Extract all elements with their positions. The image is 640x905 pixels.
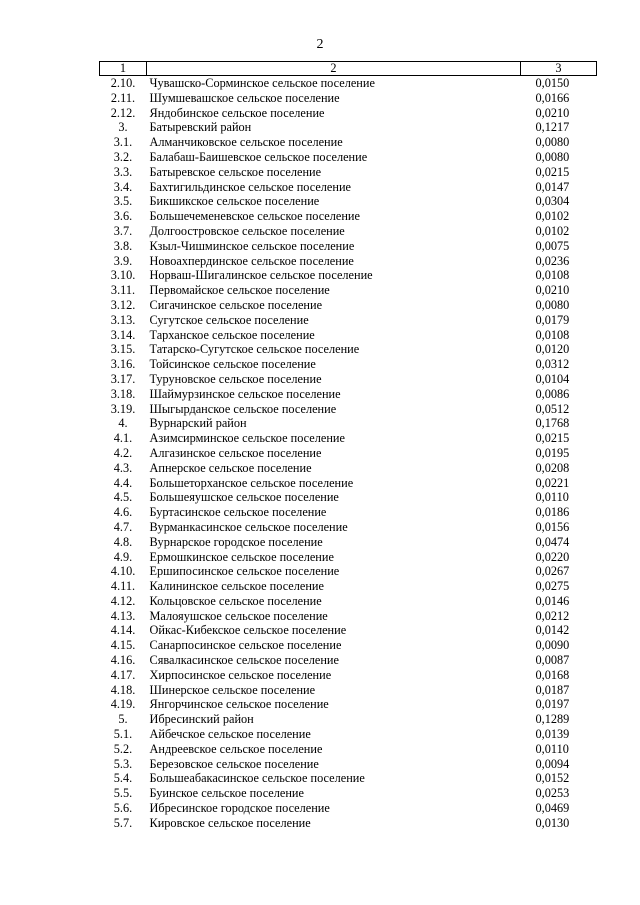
row-value: 0,0108 xyxy=(535,268,570,283)
table-row xyxy=(100,742,597,757)
row-number: 2.10. xyxy=(110,76,136,90)
table-row xyxy=(100,594,597,609)
row-number: 3.12. xyxy=(110,297,136,312)
row-name: Малояушское сельское поселение xyxy=(149,608,328,623)
row-number: 3.9. xyxy=(113,253,133,268)
row-number: 4.19. xyxy=(110,697,136,712)
row-name: Хирпосинское сельское поселение xyxy=(149,667,332,682)
row-name: Батыревский район xyxy=(149,120,252,135)
row-name: Ибресинский район xyxy=(149,712,254,727)
row-name: Чувашско-Сорминское сельское поселение xyxy=(149,76,375,90)
table-row xyxy=(100,328,597,343)
row-value: 0,0156 xyxy=(535,519,570,534)
row-name: Тарханское сельское поселение xyxy=(149,327,315,342)
coefficients-table xyxy=(99,61,597,831)
row-value: 0,1768 xyxy=(535,416,570,431)
row-name: Березовское сельское поселение xyxy=(149,756,319,771)
row-number: 2.11. xyxy=(110,90,136,105)
table-row xyxy=(100,283,597,298)
row-name: Первомайское сельское поселение xyxy=(149,283,330,298)
row-number: 4.12. xyxy=(110,593,136,608)
table-row xyxy=(100,298,597,313)
row-name: Туруновское сельское поселение xyxy=(149,371,322,386)
table-row xyxy=(100,550,597,565)
table-row xyxy=(100,416,597,431)
row-value: 0,0187 xyxy=(535,682,570,697)
row-value: 0,0168 xyxy=(535,667,570,682)
row-value: 0,0102 xyxy=(535,223,570,238)
row-number: 4.8. xyxy=(113,534,133,549)
row-value: 0,0267 xyxy=(535,564,570,579)
row-name: Айбечское сельское поселение xyxy=(149,727,311,742)
row-name: Балабаш-Баишевское сельское поселение xyxy=(149,149,368,164)
table-row xyxy=(100,653,597,668)
row-value: 0,0304 xyxy=(535,194,570,209)
table-row xyxy=(100,268,597,283)
table-row xyxy=(100,505,597,520)
table-row xyxy=(100,402,597,417)
header-col-value: 3 xyxy=(521,62,597,76)
row-value: 0,0253 xyxy=(535,786,570,801)
table-row xyxy=(100,683,597,698)
row-number: 5. xyxy=(118,712,128,727)
row-name: Шинерское сельское поселение xyxy=(149,682,316,697)
row-name: Апнерское сельское поселение xyxy=(149,460,312,475)
table-row xyxy=(100,76,597,91)
row-value: 0,0512 xyxy=(535,401,570,416)
table-row xyxy=(100,727,597,742)
row-value: 0,0094 xyxy=(535,756,570,771)
table-row xyxy=(100,431,597,446)
header-row xyxy=(100,62,597,76)
row-number: 3.1. xyxy=(113,135,133,150)
row-number: 3.5. xyxy=(113,194,133,209)
row-value: 0,0102 xyxy=(535,209,570,224)
row-name: Ермошкинское сельское поселение xyxy=(149,549,334,564)
table-row xyxy=(100,816,597,831)
row-value: 0,0147 xyxy=(535,179,570,194)
row-value: 0,0210 xyxy=(535,105,570,120)
table-row xyxy=(100,446,597,461)
row-number: 5.5. xyxy=(113,786,133,801)
table-row xyxy=(100,357,597,372)
row-name: Андреевское сельское поселение xyxy=(149,741,323,756)
row-name: Яндобинское сельское поселение xyxy=(149,105,325,120)
row-value: 0,0208 xyxy=(535,460,570,475)
row-number: 3.2. xyxy=(113,149,133,164)
row-value: 0,0139 xyxy=(535,727,570,742)
row-number: 5.4. xyxy=(113,771,133,786)
table-row xyxy=(100,520,597,535)
row-number: 2.12. xyxy=(110,105,136,120)
row-number: 4.10. xyxy=(110,564,136,579)
table-row xyxy=(100,387,597,402)
row-number: 3.4. xyxy=(113,179,133,194)
table-row xyxy=(100,801,597,816)
row-name: Большечеменевское сельское поселение xyxy=(149,209,360,224)
table-row xyxy=(100,342,597,357)
table-row xyxy=(100,254,597,269)
table-row xyxy=(100,579,597,594)
row-name: Тойсинское сельское поселение xyxy=(149,357,316,372)
table-row xyxy=(100,91,597,106)
row-number: 4.2. xyxy=(113,445,133,460)
table-row xyxy=(100,535,597,550)
row-value: 0,0150 xyxy=(535,76,570,90)
row-number: 4.4. xyxy=(113,475,133,490)
table-row xyxy=(100,757,597,772)
row-name: Норваш-Шигалинское сельское поселение xyxy=(149,268,373,283)
row-name: Ойкас-Кибекское сельское поселение xyxy=(149,623,347,638)
row-number: 4.1. xyxy=(113,431,133,446)
table-row xyxy=(100,194,597,209)
row-value: 0,1217 xyxy=(535,120,570,135)
row-value: 0,0110 xyxy=(535,490,569,505)
row-number: 5.3. xyxy=(113,756,133,771)
row-number: 4.3. xyxy=(113,460,133,475)
row-name: Вурнарский район xyxy=(149,416,247,431)
row-name: Татарско-Сугутское сельское поселение xyxy=(149,342,360,357)
row-number: 3.18. xyxy=(110,386,136,401)
table-row xyxy=(100,461,597,476)
row-name: Буртасинское сельское поселение xyxy=(149,505,327,520)
row-number: 3.3. xyxy=(113,164,133,179)
row-number: 4.15. xyxy=(110,638,136,653)
row-number: 4.11. xyxy=(110,579,136,594)
row-name: Алманчиковское сельское поселение xyxy=(149,135,343,150)
table-row xyxy=(100,239,597,254)
row-name: Кзыл-Чишминское сельское поселение xyxy=(149,238,355,253)
row-value: 0,0086 xyxy=(535,386,570,401)
row-name: Вурнарское городское поселение xyxy=(149,534,323,549)
row-value: 0,0152 xyxy=(535,771,570,786)
table-row xyxy=(100,120,597,135)
row-value: 0,0236 xyxy=(535,253,570,268)
page-number: 2 xyxy=(316,37,324,52)
row-value: 0,0221 xyxy=(535,475,570,490)
row-value: 0,0080 xyxy=(535,297,570,312)
row-value: 0,0090 xyxy=(535,638,570,653)
row-value: 0,0215 xyxy=(535,164,570,179)
row-name: Шыгырданское сельское поселение xyxy=(149,401,337,416)
row-number: 5.1. xyxy=(113,727,133,742)
row-value: 0,0474 xyxy=(535,534,570,549)
row-number: 4.6. xyxy=(113,505,133,520)
row-number: 3.7. xyxy=(113,223,133,238)
row-value: 0,0087 xyxy=(535,653,570,668)
row-value: 0,0179 xyxy=(535,312,570,327)
table-row xyxy=(100,668,597,683)
row-name: Кольцовское сельское поселение xyxy=(149,593,322,608)
table-row xyxy=(100,209,597,224)
row-value: 0,0186 xyxy=(535,505,570,520)
row-number: 4.16. xyxy=(110,653,136,668)
table-row xyxy=(100,697,597,712)
table-row xyxy=(100,712,597,727)
header-col-name: 2 xyxy=(147,62,521,76)
table-row xyxy=(100,372,597,387)
table-row xyxy=(100,564,597,579)
row-number: 4.7. xyxy=(113,519,133,534)
row-value: 0,0142 xyxy=(535,623,570,638)
row-name: Азимсирминское сельское поселение xyxy=(149,431,345,446)
row-value: 0,0130 xyxy=(535,815,570,830)
table-row xyxy=(100,135,597,150)
row-number: 3.17. xyxy=(110,371,136,386)
table-row xyxy=(100,786,597,801)
table-row xyxy=(100,313,597,328)
row-name: Сигачинское сельское поселение xyxy=(149,297,323,312)
row-number: 3.14. xyxy=(110,327,136,342)
table-row xyxy=(100,490,597,505)
row-value: 0,0075 xyxy=(535,238,570,253)
row-value: 0,0110 xyxy=(535,741,569,756)
row-value: 0,0197 xyxy=(535,697,570,712)
row-value: 0,0195 xyxy=(535,445,570,460)
row-name: Санарпосинское сельское поселение xyxy=(149,638,342,653)
row-value: 0,0104 xyxy=(535,371,570,386)
row-number: 3.15. xyxy=(110,342,136,357)
row-number: 4.13. xyxy=(110,608,136,623)
row-number: 4.5. xyxy=(113,490,133,505)
row-value: 0,0469 xyxy=(535,801,570,816)
row-value: 0,0275 xyxy=(535,579,570,594)
row-value: 0,0210 xyxy=(535,283,570,298)
row-value: 0,0080 xyxy=(535,149,570,164)
row-name: Алгазинское сельское поселение xyxy=(149,445,322,460)
row-value: 0,0215 xyxy=(535,431,570,446)
row-name: Бахтигильдинское сельское поселение xyxy=(149,179,352,194)
row-number: 3.13. xyxy=(110,312,136,327)
row-number: 5.6. xyxy=(113,801,133,816)
row-value: 0,0108 xyxy=(535,327,570,342)
row-value: 0,0212 xyxy=(535,608,570,623)
table-header xyxy=(100,62,597,76)
row-value: 0,1289 xyxy=(535,712,570,727)
row-value: 0,0080 xyxy=(535,135,570,150)
row-name: Большеторханское сельское поселение xyxy=(149,475,354,490)
row-name: Большеабакасинское сельское поселение xyxy=(149,771,365,786)
row-name: Буинское сельское поселение xyxy=(149,786,304,801)
table-row xyxy=(100,771,597,786)
row-number: 3.10. xyxy=(110,268,136,283)
row-name: Ибресинское городское поселение xyxy=(149,801,330,816)
row-name: Ершипосинское сельское поселение xyxy=(149,564,340,579)
row-name: Калининское сельское поселение xyxy=(149,579,324,594)
table-row xyxy=(100,476,597,491)
row-name: Шумшевашское сельское поселение xyxy=(149,90,340,105)
table-row xyxy=(100,638,597,653)
row-name: Большеяушское сельское поселение xyxy=(149,490,339,505)
table-row xyxy=(100,150,597,165)
table-body xyxy=(100,76,597,831)
row-number: 4.14. xyxy=(110,623,136,638)
row-value: 0,0220 xyxy=(535,549,570,564)
table-row xyxy=(100,623,597,638)
row-number: 5.7. xyxy=(113,815,133,830)
row-name: Бикшикское сельское поселение xyxy=(149,194,320,209)
table-row xyxy=(100,165,597,180)
table-row xyxy=(100,106,597,121)
row-name: Кировское сельское поселение xyxy=(149,815,311,830)
row-name: Батыревское сельское поселение xyxy=(149,164,322,179)
row-name: Сугутское сельское поселение xyxy=(149,312,309,327)
row-name: Шаймурзинское сельское поселение xyxy=(149,386,341,401)
row-number: 3.16. xyxy=(110,357,136,372)
table-row xyxy=(100,609,597,624)
row-number: 3.19. xyxy=(110,401,136,416)
row-number: 5.2. xyxy=(113,741,133,756)
row-number: 4.9. xyxy=(113,549,133,564)
header-col-number: 1 xyxy=(100,62,147,76)
row-value: 0,0166 xyxy=(535,90,570,105)
row-number: 3.6. xyxy=(113,209,133,224)
row-number: 3.11. xyxy=(110,283,136,298)
row-value: 0,0120 xyxy=(535,342,570,357)
row-number: 3. xyxy=(118,120,128,135)
table-row xyxy=(100,224,597,239)
row-name: Янгорчинское сельское поселение xyxy=(149,697,329,712)
table-row xyxy=(100,180,597,195)
row-value: 0,0312 xyxy=(535,357,570,372)
row-number: 4.17. xyxy=(110,667,136,682)
row-number: 4. xyxy=(118,416,128,431)
row-number: 4.18. xyxy=(110,682,136,697)
row-name: Вурманкасинское сельское поселение xyxy=(149,519,348,534)
row-name: Долгоостровское сельское поселение xyxy=(149,223,345,238)
row-name: Сявалкасинское сельское поселение xyxy=(149,653,339,668)
row-number: 3.8. xyxy=(113,238,133,253)
row-name: Новоахпердинское сельское поселение xyxy=(149,253,354,268)
row-value: 0,0146 xyxy=(535,593,570,608)
